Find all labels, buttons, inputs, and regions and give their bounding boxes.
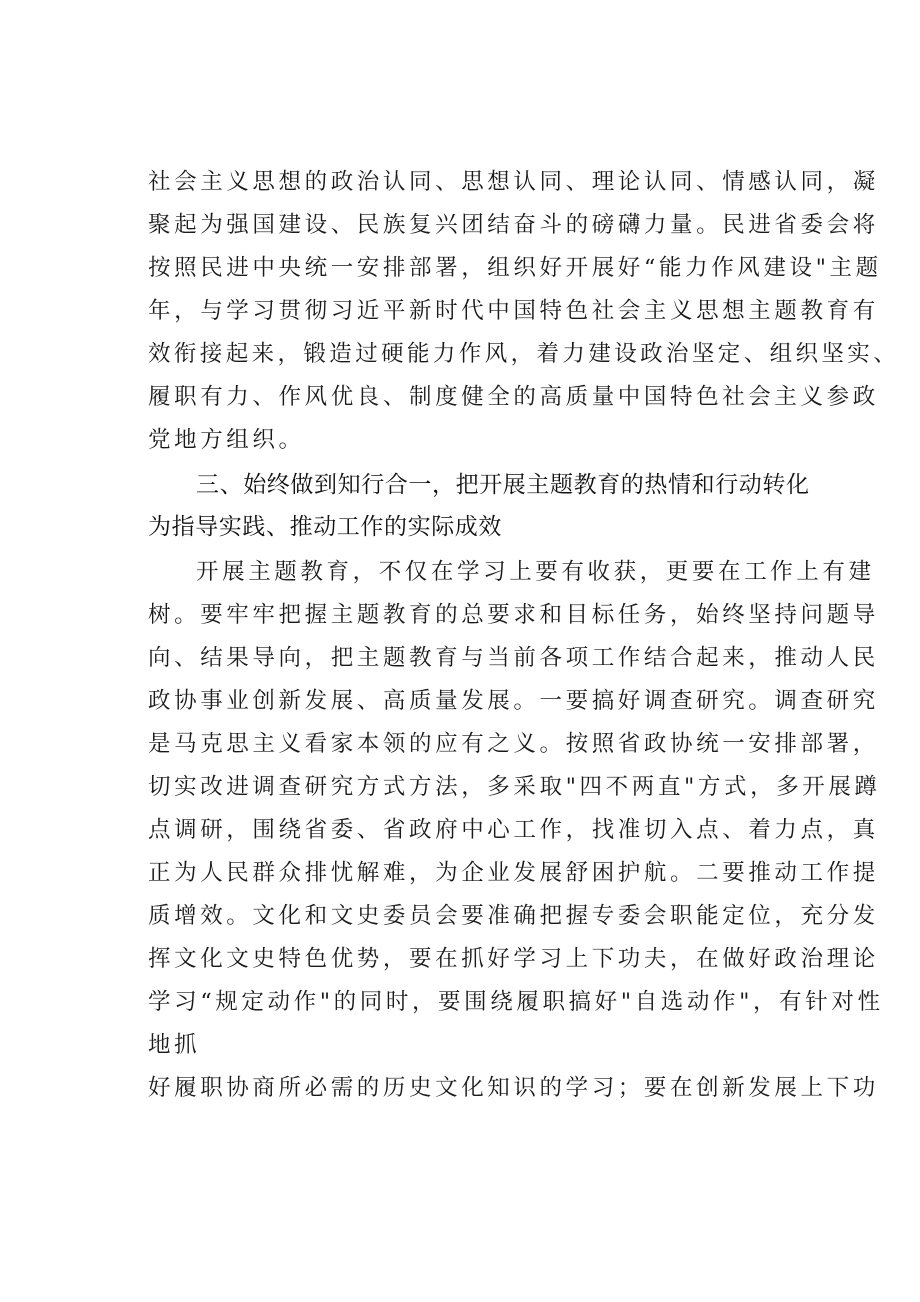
paragraph-line: 社会主义思想的政治认同、思想认同、理论认同、情感认同，凝: [148, 169, 879, 195]
paragraph-line: 按照民进中央统一安排部署，组织好开展好“能力作风建设"主题: [148, 255, 882, 281]
paragraph-line: 学习“规定动作"的同时，要围绕履职搞好"自选动作"，有针对性: [148, 989, 884, 1015]
paragraph-line: 切实改进调查研究方式方法，多采取"四不两直"方式，多开展蹲: [148, 774, 881, 800]
paragraph-line: 履职有力、作风优良、制度健全的高质量中国特色社会主义参政: [148, 384, 879, 410]
paragraph-line: 是马克思主义看家本领的应有之义。按照省政协统一安排部署，: [148, 731, 879, 757]
paragraph-line: 点调研，围绕省委、省政府中心工作，找准切入点、着力点，真: [148, 817, 879, 843]
paragraph-line: 质增效。文化和文史委员会要准确把握专委会职能定位，充分发: [148, 903, 879, 929]
section-heading-line: 三、始终做到知行合一，把开展主题教育的热情和行动转化: [196, 472, 810, 498]
paragraph-line: 政协事业创新发展、高质量发展。一要搞好调查研究。调查研究: [148, 688, 879, 714]
section-heading-line: 为指导实践、推动工作的实际成效: [148, 514, 502, 540]
paragraph-line: 聚起为强国建设、民族复兴团结奋斗的磅礴力量。民进省委会将: [148, 212, 879, 238]
paragraph-line: 年，与学习贯彻习近平新时代中国特色社会主义思想主题教育有: [148, 298, 879, 324]
paragraph-line: 向、结果导向，把主题教育与当前各项工作结合起来，推动人民: [148, 645, 879, 671]
paragraph-line: 树。要牢牢把握主题教育的总要求和目标任务，始终坚持问题导: [148, 602, 879, 628]
paragraph-line: 挥文化文史特色优势，要在抓好学习上下功夫，在做好政治理论: [148, 946, 879, 972]
paragraph-line: 好履职协商所必需的历史文化知识的学习；要在创新发展上下功: [148, 1075, 879, 1101]
paragraph-line: 正为人民群众排忧解难，为企业发展舒困护航。二要推动工作提: [148, 860, 879, 886]
paragraph-line: 党地方组织。: [148, 427, 305, 453]
paragraph-line: 开展主题教育，不仅在学习上要有收获，更要在工作上有建: [196, 559, 875, 585]
paragraph-line: 地抓: [148, 1032, 201, 1058]
paragraph-line: 效衔接起来，锻造过硬能力作风，着力建设政治坚定、组织坚实、: [148, 341, 900, 367]
